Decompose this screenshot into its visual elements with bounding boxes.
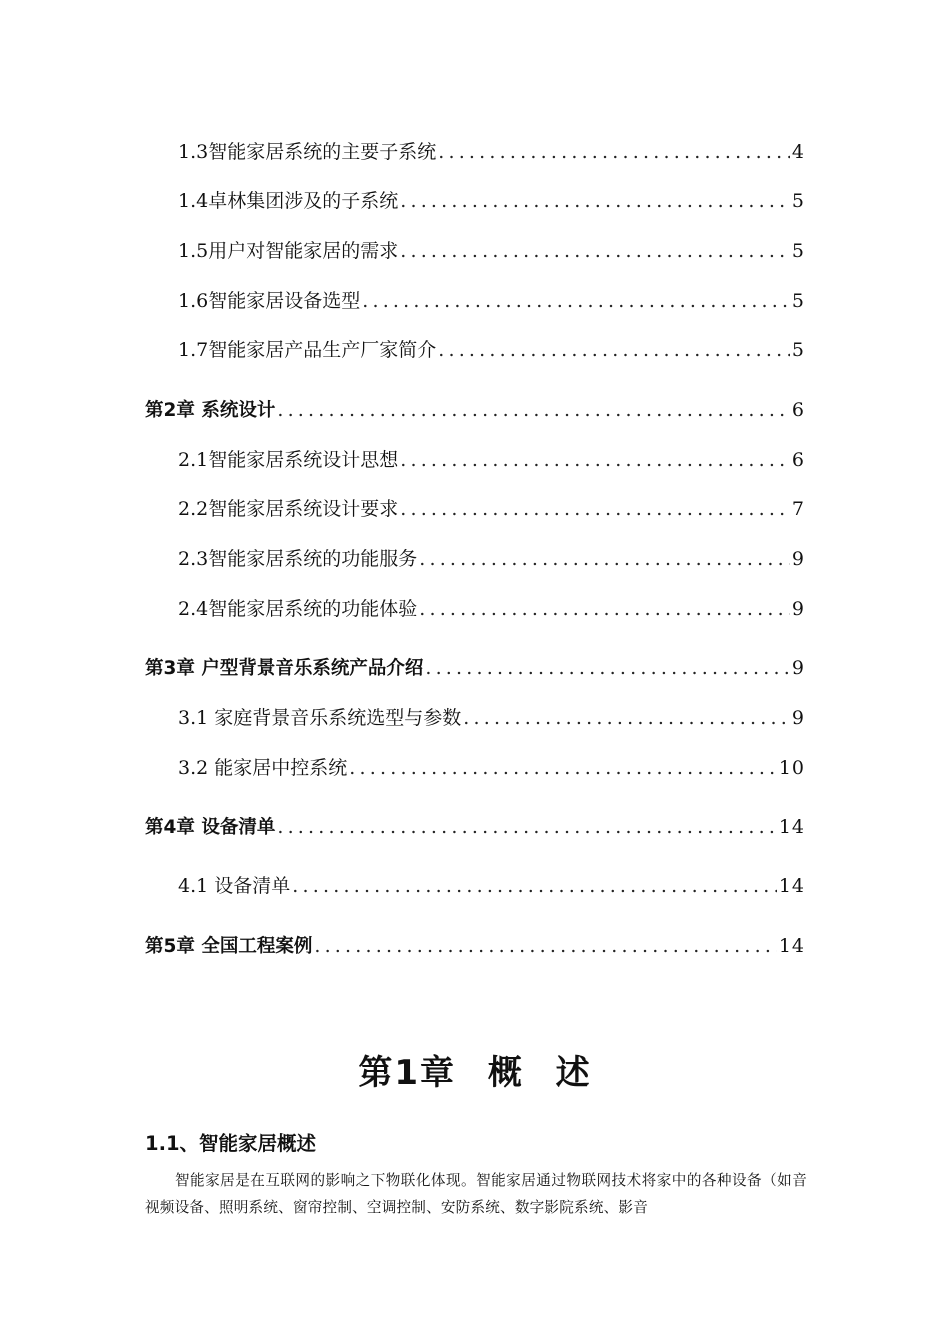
toc-page-number: 14 <box>778 816 805 838</box>
toc-entry-1-7[interactable] <box>0 335 805 365</box>
toc-leader-dots <box>277 395 790 425</box>
toc-page-number: 14 <box>778 875 805 897</box>
toc-entry-1-5[interactable] <box>0 236 805 266</box>
toc-leader-dots <box>292 871 777 901</box>
toc-page-number: 14 <box>778 935 805 957</box>
toc-leader-dots <box>400 445 790 475</box>
toc-entry-label: 3.1 家庭背景音乐系统选型与参数 <box>178 707 462 729</box>
toc-entry-chapter-3[interactable] <box>0 653 805 683</box>
toc-entry-2-3[interactable] <box>0 544 805 574</box>
toc-entry-chapter-4[interactable] <box>0 812 805 842</box>
toc-entry-label: 2.1智能家居系统设计思想 <box>178 449 399 471</box>
toc-page-number: 4 <box>791 141 805 163</box>
toc-page-number: 9 <box>791 598 805 620</box>
toc-entry-label: 1.3智能家居系统的主要子系统 <box>178 141 437 163</box>
toc-page-number: 9 <box>791 548 805 570</box>
toc-page-number: 6 <box>791 399 805 421</box>
toc-entry-label: 第3章 户型背景音乐系统产品介绍 <box>145 658 424 679</box>
toc-page-number: 5 <box>791 240 805 262</box>
toc-entry-label: 2.4智能家居系统的功能体验 <box>178 598 418 620</box>
toc-leader-dots <box>277 812 776 842</box>
toc-leader-dots <box>314 931 776 961</box>
toc-entry-4-1[interactable] <box>0 871 805 901</box>
toc-leader-dots <box>438 137 790 167</box>
toc-page-number: 7 <box>791 498 805 520</box>
toc-entry-1-6[interactable] <box>0 286 805 316</box>
toc-entry-label: 1.4卓林集团涉及的子系统 <box>178 190 399 212</box>
toc-leader-dots <box>362 286 790 316</box>
toc-entry-2-4[interactable] <box>0 594 805 624</box>
toc-page-number: 5 <box>791 339 805 361</box>
toc-page-number: 5 <box>791 190 805 212</box>
chapter-title: 第1章 概 述 <box>358 1053 592 1093</box>
toc-leader-dots <box>419 544 790 574</box>
toc-leader-dots <box>425 653 790 683</box>
toc-entry-3-1[interactable] <box>0 703 805 733</box>
toc-entry-1-3[interactable] <box>0 137 805 167</box>
toc-leader-dots <box>438 335 790 365</box>
toc-leader-dots <box>463 703 790 733</box>
toc-entry-chapter-5[interactable] <box>0 931 805 961</box>
toc-leader-dots <box>400 236 790 266</box>
toc-entry-label: 第4章 设备清单 <box>145 817 276 838</box>
toc-leader-dots <box>400 186 790 216</box>
toc-leader-dots <box>400 494 790 524</box>
toc-entry-chapter-2[interactable] <box>0 395 805 425</box>
toc-page-number: 6 <box>791 449 805 471</box>
toc-entry-1-4[interactable] <box>0 186 805 216</box>
toc-page-number: 5 <box>791 290 805 312</box>
toc-entry-label: 2.2智能家居系统设计要求 <box>178 498 399 520</box>
toc-leader-dots <box>349 753 777 783</box>
toc-leader-dots <box>419 594 790 624</box>
toc-entry-2-1[interactable] <box>0 445 805 475</box>
toc-entry-3-2[interactable] <box>0 753 805 783</box>
toc-entry-label: 1.7智能家居产品生产厂家简介 <box>178 339 437 361</box>
toc-entry-label: 2.3智能家居系统的功能服务 <box>178 548 418 570</box>
body-paragraph: 智能家居是在互联网的影响之下物联化体现。智能家居通过物联网技术将家中的各种设备（如音视频设备、照明系统、窗帘控制、空调控制、安防系统、数字影院系统、影音 <box>145 1172 807 1216</box>
toc-entry-label: 3.2 能家居中控系统 <box>178 757 348 779</box>
toc-entry-label: 第5章 全国工程案例 <box>145 936 313 957</box>
toc-page-number: 9 <box>791 707 805 729</box>
toc-entry-label: 1.5用户对智能家居的需求 <box>178 240 399 262</box>
toc-page-number: 9 <box>791 657 805 679</box>
toc-entry-label: 第2章 系统设计 <box>145 400 276 421</box>
toc-entry-label: 1.6智能家居设备选型 <box>178 290 361 312</box>
toc-page-number: 10 <box>778 757 805 779</box>
toc-entry-2-2[interactable] <box>0 494 805 524</box>
toc-entry-label: 4.1 设备清单 <box>178 875 291 897</box>
section-heading: 1.1、智能家居概述 <box>145 1132 317 1155</box>
